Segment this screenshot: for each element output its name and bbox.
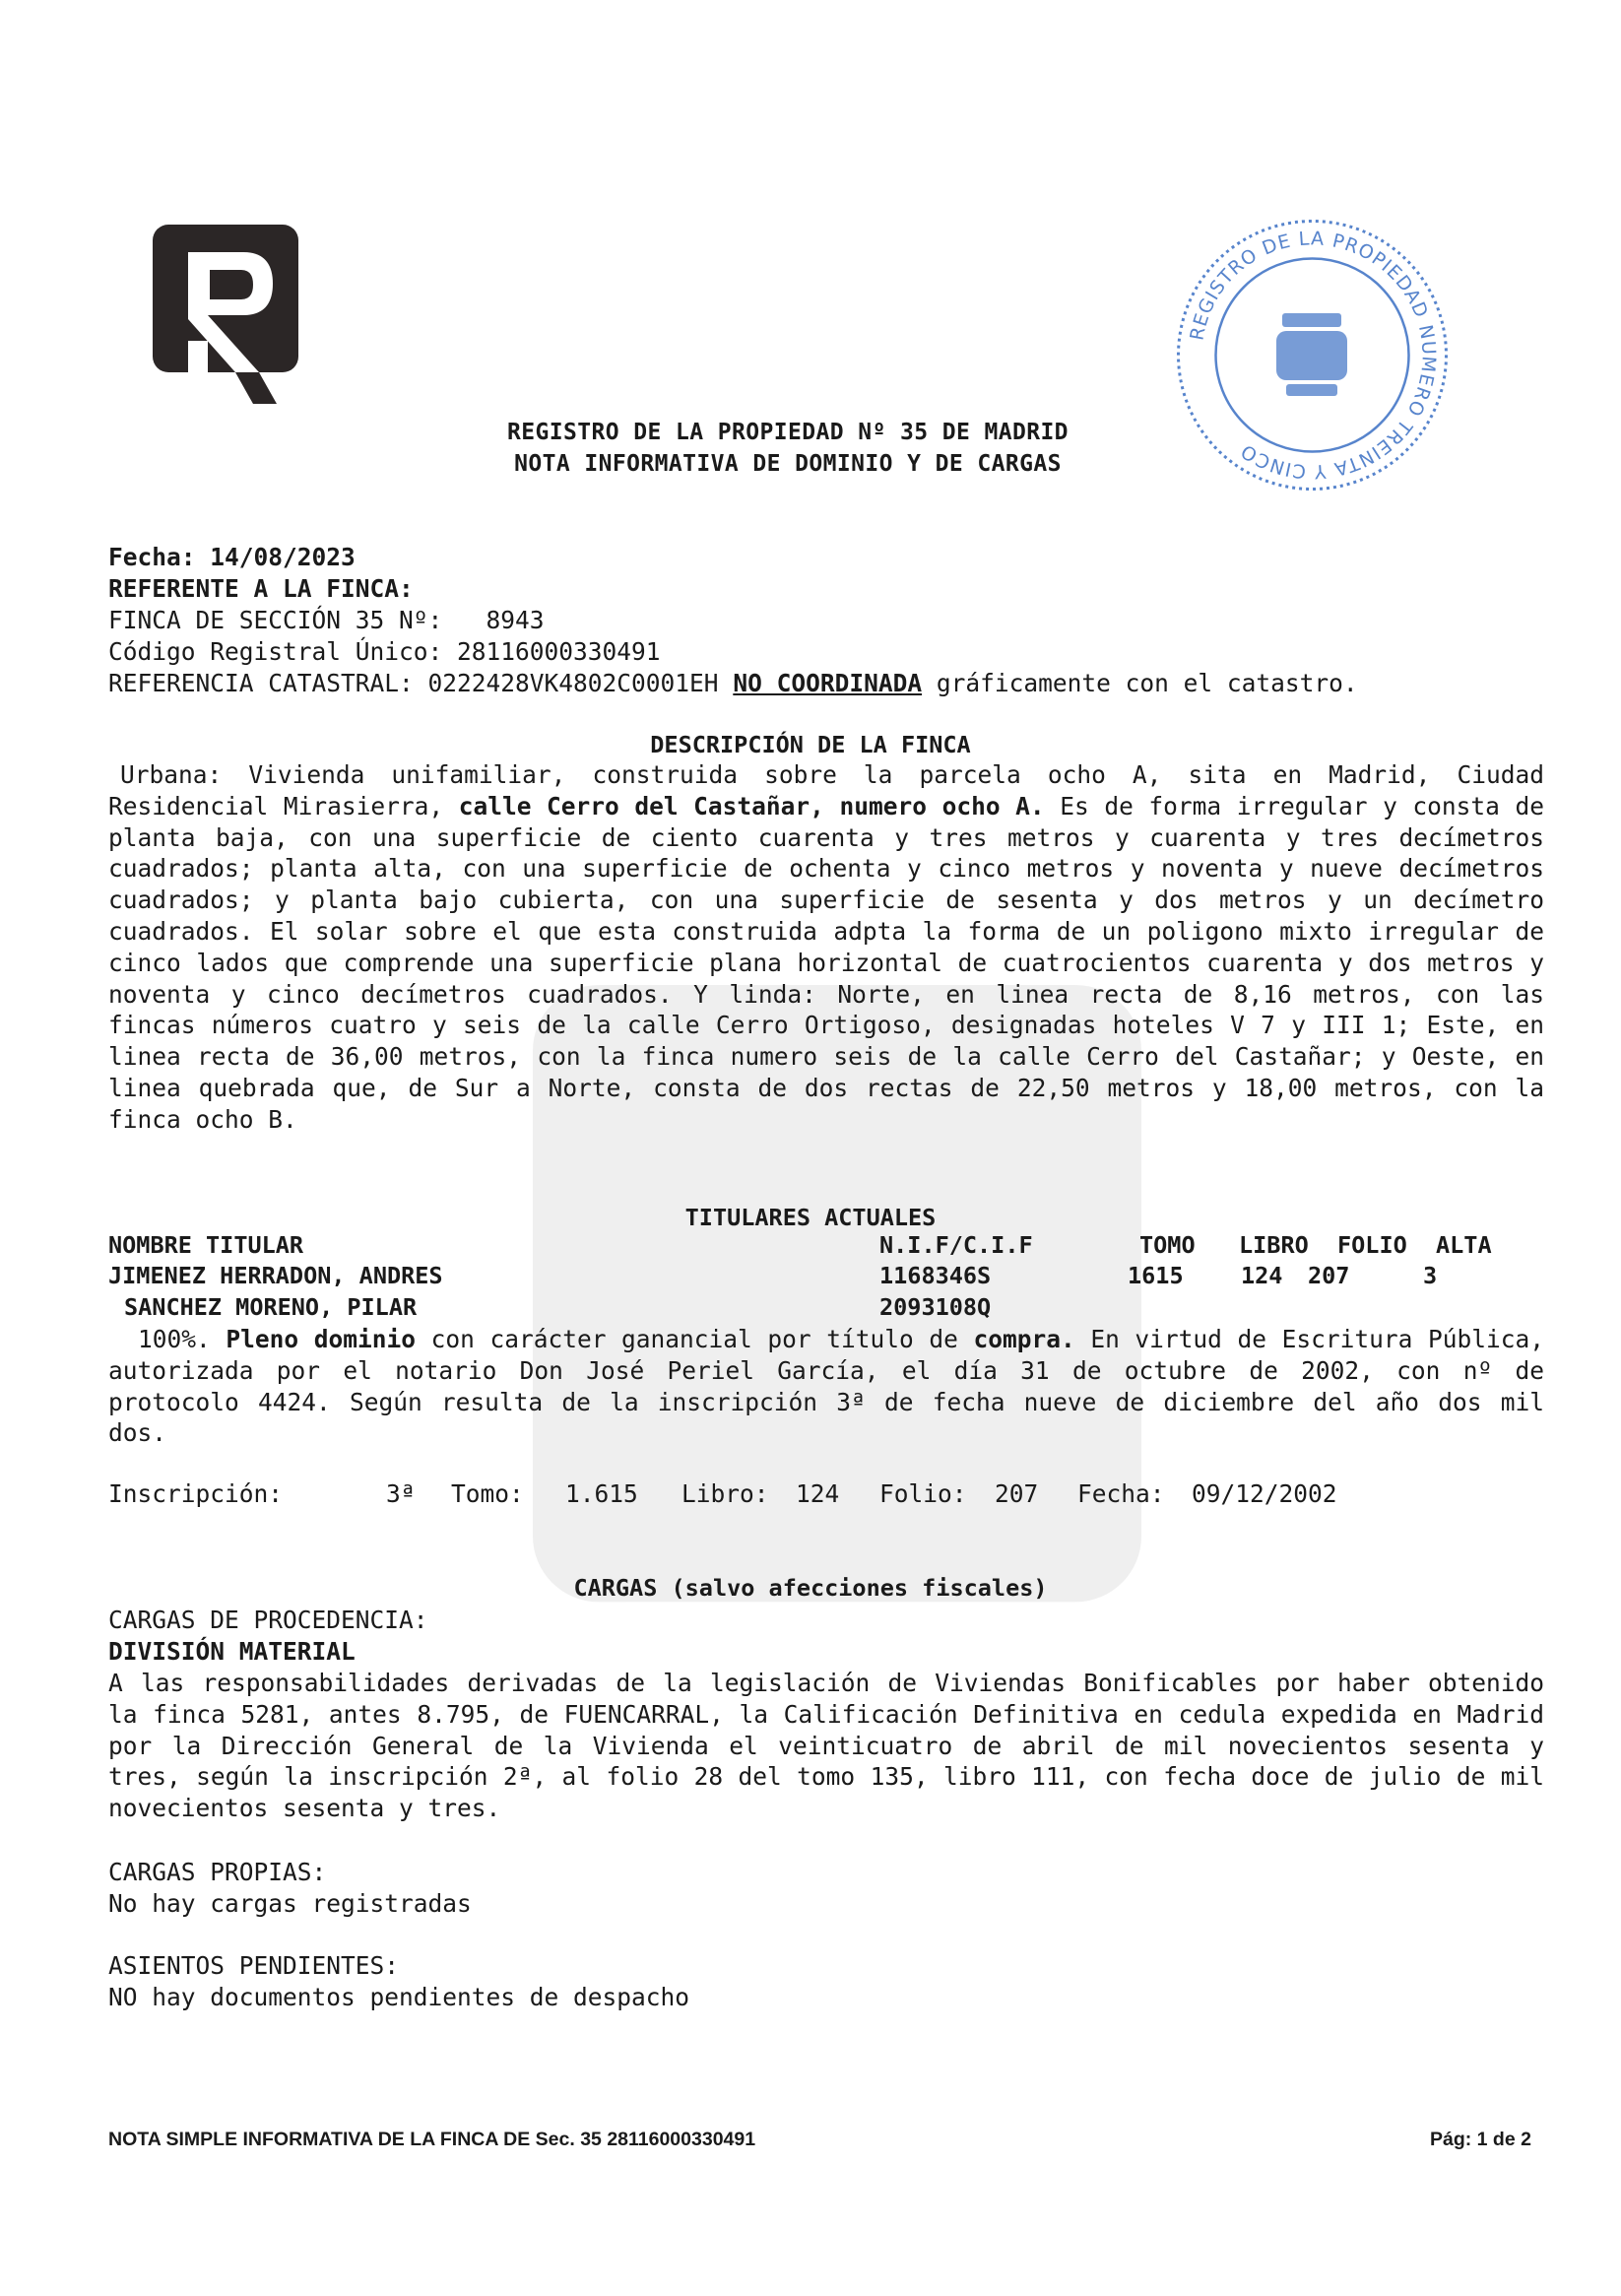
- porcentaje: 100%.: [138, 1325, 211, 1353]
- fecha-value: 14/08/2023: [210, 543, 356, 571]
- titulares-title: TITULARES ACTUALES: [684, 1204, 937, 1231]
- col-nombre: NOMBRE TITULAR: [108, 1231, 304, 1259]
- inscripcion-num: 3ª: [386, 1479, 416, 1508]
- col-libro: LIBRO: [1239, 1231, 1309, 1259]
- titular-1-tomo: 1615: [1128, 1262, 1184, 1289]
- page-number: Pág: 1 de 2: [1430, 2129, 1531, 2150]
- fecha-label: Fecha:: [108, 543, 196, 571]
- titular-1-nombre: JIMENEZ HERRADON, ANDRES: [108, 1262, 443, 1289]
- col-nif: N.I.F/C.I.F: [879, 1231, 1033, 1259]
- titular-1-folio: 207: [1308, 1262, 1350, 1289]
- cargas-procedencia-label: CARGAS DE PROCEDENCIA:: [108, 1606, 428, 1634]
- inscripcion-label: Inscripción:: [108, 1479, 284, 1508]
- pleno-dominio: Pleno dominio: [226, 1325, 416, 1353]
- registry-title: REGISTRO DE LA PROPIEDAD Nº 35 DE MADRID: [507, 420, 1069, 445]
- inscripcion-fecha-label: Fecha:: [1077, 1479, 1165, 1508]
- document-subtitle: NOTA INFORMATIVA DE DOMINIO Y DE CARGAS: [514, 451, 1062, 477]
- catastral-value: 0222428VK4802C0001EH: [427, 669, 719, 697]
- division-material-heading: DIVISIÓN MATERIAL: [108, 1637, 356, 1666]
- descripcion-part2: Es de forma irregular y consta de planta baja, con una superficie de ciento cuarenta y tres metros y cuarenta y tres decímetros cuadrados; planta alta, con una superficie de ochenta y cinco metros y noventa y nueve decímetros cuadrados; y planta bajo cubierta, con una superficie de sesenta y dos metros y un decímetro cuadrados. El solar sobre el que esta construida adpta la forma de un poligono mixto irregular de cinco lados que comprende una superficie plana horizontal de cuatrocientos cuarenta y dos metros y noventa y cinco decímetros cuadrados. Y linda: Norte, en linea recta de 8,16 metros, con las fincas números cuatro y seis de la calle Cerro Ortigoso, designadas hoteles V 7 y III 1; Este, en linea recta de 36,00 metros, con la finca numero seis de la calle Cerro del Castañar; y Oeste, en linea quebrada que, de Sur a Norte, consta de dos rectas de 22,50 metros y 18,00 metros, con la finca ocho B.: [108, 791, 1544, 1134]
- division-material-text: A las responsabilidades derivadas de la legislación de Viviendas Bonificables por haber obtenido la finca 5281, antes 8.795, de FUENCARRAL, la Calificación Definitiva en cedula expedida en Madrid por la Dirección General de la Vivienda el veinticuatro de abril de mil novecientos sesenta y tres, según la inscripción 2ª, al folio 28 del tomo 135, libro 111, con fecha doce de julio de mil novecientos sesenta y tres.: [108, 1669, 1544, 1823]
- catastral-label: REFERENCIA CATASTRAL:: [108, 669, 414, 697]
- inscripcion-folio-label: Folio:: [879, 1479, 967, 1508]
- descripcion-text: [108, 759, 1544, 1136]
- descripcion-title: DESCRIPCIÓN DE LA FINCA: [650, 731, 971, 758]
- asientos-pendientes-value: NO hay documentos pendientes de despacho: [108, 1983, 690, 2011]
- inscripcion-tomo: 1.615: [565, 1479, 638, 1508]
- referente-label: REFERENTE A LA FINCA:: [108, 574, 414, 603]
- col-folio: FOLIO: [1337, 1231, 1407, 1259]
- col-alta: ALTA: [1436, 1231, 1492, 1259]
- cargas-title: CARGAS (salvo afecciones fiscales): [573, 1574, 1048, 1602]
- footer-finca-ref: NOTA SIMPLE INFORMATIVA DE LA FINCA DE Sec. 35 28116000330491: [108, 2129, 756, 2150]
- descripcion-part1: Urbana: Vivienda unifamiliar, construida sobre la parcela ocho A, sita en Madrid, Ciudad Residencial Mirasierra,: [108, 760, 1544, 820]
- registro-logo: [153, 225, 298, 404]
- titular-2-nif: 2093108Q: [879, 1293, 992, 1321]
- cargas-propias-value: No hay cargas registradas: [108, 1889, 472, 1918]
- inscripcion-libro: 124: [796, 1479, 840, 1508]
- catastral-suffix: gráficamente con el catastro.: [936, 669, 1358, 697]
- cru-line: [108, 636, 1546, 668]
- titulo-compra: compra.: [973, 1325, 1075, 1353]
- detalle-text-2: En virtud de Escritura Pública, autorizada por el notario Don José Periel García, el día 31 de octubre de 2002, con nº de protocolo 4424. Según resulta de la inscripción 3ª de fecha nueve de diciembre del año dos mil dos.: [108, 1325, 1544, 1448]
- descripcion-address: calle Cerro del Castañar, numero ocho A.: [458, 791, 1045, 820]
- asientos-pendientes-label: ASIENTOS PENDIENTES:: [108, 1951, 400, 1980]
- no-coordinada-text: NO COORDINADA: [733, 669, 923, 697]
- fecha-line: [108, 542, 1546, 573]
- seccion-value: 8943: [486, 606, 545, 634]
- inscripcion-tomo-label: Tomo:: [451, 1479, 524, 1508]
- inscripcion-libro-label: Libro:: [681, 1479, 769, 1508]
- catastral-line: [108, 668, 1546, 699]
- cargas-propias-label: CARGAS PROPIAS:: [108, 1858, 327, 1886]
- inscripcion-folio: 207: [995, 1479, 1039, 1508]
- seccion-line: [108, 605, 1546, 636]
- seccion-label: FINCA DE SECCIÓN 35 Nº:: [108, 606, 443, 634]
- titular-1-nif: 1168346S: [879, 1262, 992, 1289]
- col-tomo: TOMO: [1139, 1231, 1196, 1259]
- titular-2-nombre: SANCHEZ MORENO, PILAR: [124, 1293, 418, 1321]
- titular-1-alta: 3: [1423, 1262, 1438, 1289]
- detalle-text-1: con carácter ganancial por título de: [430, 1325, 958, 1353]
- titularidad-detalle: [108, 1324, 1544, 1449]
- seal-ring-text: REGISTRO DE LA PROPIEDAD NUMERO TREINTA Y CINCO: [1186, 228, 1440, 483]
- cru-value: 28116000330491: [457, 637, 661, 666]
- cru-label: Código Registral Único:: [108, 637, 443, 666]
- inscripcion-fecha: 09/12/2002: [1192, 1479, 1337, 1508]
- titular-1-libro: 124: [1241, 1262, 1283, 1289]
